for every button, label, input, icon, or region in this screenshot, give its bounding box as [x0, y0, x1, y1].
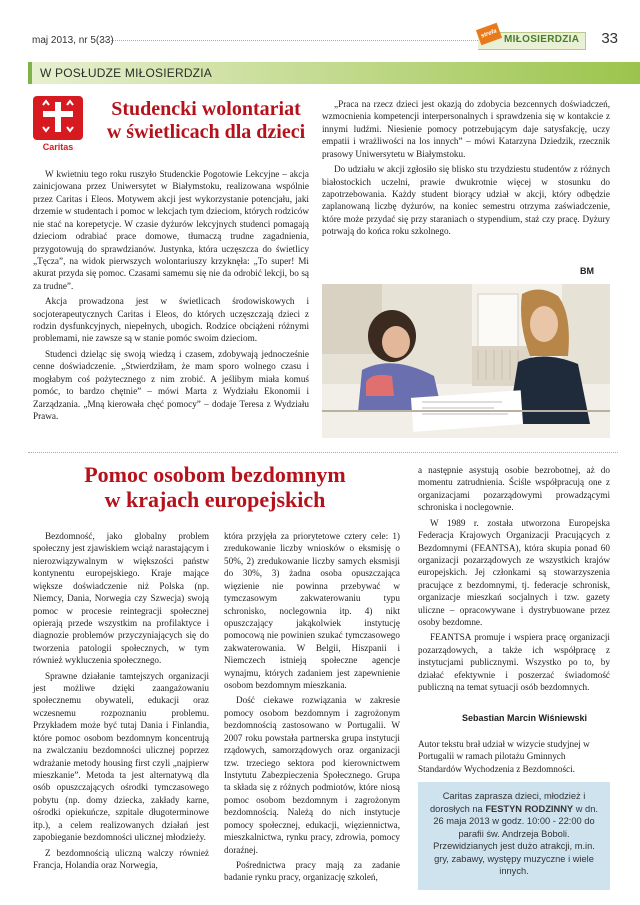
article2-col3-paragraph-3: FEANTSA promuje i wspiera pracę organizacji pozarządowych, a także ich współpracę z instytucjami publicznymi. Wszystko po to, by działać efektywnie i poszerzać świadomość publiczną na temat sytuacji osób bezdomnych. [418, 632, 610, 693]
magazine-section-badge [478, 28, 586, 50]
article2-col2-paragraph-2: Dość ciekawe rozwiązania w zakresie pomocy osobom bezdomnym i zagrożonym bezdomnością zastosowano w Portugalii. W 2007 roku powstała partnerska grupa instytucji rządowych, samorządowych oraz organizacji tzw. trzeciego sektora pod kierownictwem Instytutu Zabezpieczenia Społecznego. Grupa ta składa się z różnych podmiotów, które niosą pomoc osobom bezdomnym i zagrożonym bezdomnością. Należą do nich instytucje pomocy społecznej, edukacji, więziennictwa, mieszkalnictwa, rynku pracy, zdrowia, pomocy doraźnej. [224, 695, 400, 855]
article2-col3-paragraph-1: a następnie asystują osobie bezrobotnej, aż do momentu zatrudnienia. Ściśle współpracują one z organizacjami pozarządowymi prowadzącymi schroniska i noclegownie. [418, 465, 610, 513]
article1-paragraph-1: W kwietniu tego roku ruszyło Studenckie Pogotowie Lekcyjne – akcja zainicjowana przez Uniwersytet w Białymstoku, realizowana wspólnie przez Caritas i Eleos. Motywem akcji jest wykorzystanie potencjału, jaki drzemie w studentach i pomoc w lekcjach tym dzieciom, których rodziców nie stać na korepetycje. W czasie dyżurów lekcyjnych studenci pomagają dzieciom odrabiać prace domowe, tłumaczą trudne zagadnienia, przygotowują do sprawdzianów. Justynka, która uczęszcza do świetlicy „Tęcza”, na widok pierwszych wolontariuszy krzyknęła: „To super! Mi akurat przyda się pomoc. Czasami samemu się nie da odrobić lekcji, bo są za trudne”. [33, 169, 309, 291]
article2-title [40, 462, 390, 513]
article1-title-line2: w świetlicach dla dzieci [106, 121, 306, 143]
article1-signature: BM [580, 266, 594, 276]
article1-title-line1: Studencki wolontariat [111, 98, 301, 120]
section-title: W POSŁUDZE MIŁOSIERDZIA [40, 66, 212, 80]
article2-column-2 [224, 530, 400, 887]
author-note-text: Autor tekstu brał udział w wizycie studyjnej w Portugalii w ramach pilotażu Gminnych Standardów Wychodzenia z Bezdomności. [418, 739, 590, 774]
article1-quote-paragraph: „Praca na rzecz dzieci jest okazją do zdobycia bezcennych doświadczeń, wzmocnienia kompetencji interpersonalnych i sprawdzenia się w kontakcie z innymi ludźmi. Niesienie pomocy potrzebującym daje satysfakcję, uczy empatii i wrażliwości na los innych” – mówi Katarzyna Dziedzik, rzecznik prasowy Uniwersytetu w Białymstoku. [322, 99, 610, 159]
section-band [28, 62, 640, 84]
article1-left-column [33, 168, 309, 425]
article1-title [96, 98, 316, 144]
section-band-accent [28, 62, 32, 84]
article1-volunteers-paragraph: Do udziału w akcji zgłosiło się blisko stu trzydziestu studentów z różnych białostockich uczelni, prawie dwukrotnie więcej w stosunku do zapotrzebowania. Każdy student biorący udział w akcji, który odbędzie zaplanowaną liczbę dyżurów, na koniec semestru otrzyma zaświadczenie, które może przydać się przy staraniach o stypendium, staż czy pracę. Dyżury potrwają do końca roku szkolnego. [322, 164, 610, 237]
article2-col1-paragraph-1: Bezdomność, jako globalny problem społeczny jest zjawiskiem wciąż narastającym i nierozwiązywalnym w większości państw kontynentu europejskiego. Kraje mające większe doświadczenie niż Polska (np. Niemcy, Dania, Norwegia czy Szwecja) swoją pomoc w procesie reintegracji społecznej opierają przede wszystkim na profilaktyce i diagnozie problemów przyczyniających się do tworzenia patologii społecznych, w tym również wykluczenia społecznego. [33, 531, 209, 666]
infobox-text-1: Caritas zaprasza dzieci, młodzież i dorosłych na [430, 791, 586, 814]
article2-title-line1: Pomoc osobom bezdomnym [84, 462, 346, 487]
article2-col3-paragraph-2: W 1989 r. została utworzona Europejska Federacja Krajowych Organizacji Pracujących z Bezdomnymi (FEANTSA), która skupia ponad 60 organizacji pozarządowych ze wszystkich krajów europejskich. Jej członkami są stowarzyszenia pracujące z bezdomnymi, tj. federacje schronisk, organizacje mieszkań socjalnych i tzw. gazety uliczne – opracowywane i dystrybuowane przez osoby bezdomne. [418, 517, 610, 628]
article2-col2-paragraph-1: która przyjęła za priorytetowe cztery cele: 1) zredukowanie liczby wniosków o eksmisję o 50%, 2) zredukowanie liczby samych eksmisji do 30%, 3) żadna osoba opuszczająca więzienie nie powinna przebywać w tymczasowym zakwaterowaniu typu schronisko, noclegownia itp. 4) nikt opuszczający jakąkolwiek instytucję pomocową nie powinien szukać tymczasowego zakwaterowania. W Belgii, Hiszpanii i Niemczech istnieją społeczne agencje wynajmu, których zadaniem jest zapewnienie osobom bezdomnym mieszkania. [224, 531, 400, 691]
infobox-highlight: FESTYN RODZINNY [485, 803, 574, 814]
article1-photo [322, 284, 610, 438]
page-number: 33 [601, 30, 618, 47]
article2-column-3 [418, 464, 610, 697]
infobox-text-2: w dn. 26 maja 2013 w godz. 10:00 - 22:00 do parafii św. Andrzeja Boboli. Przewidzianych jest dużo atrakcji, m.in. gry, zabawy, występy muzyczne i wiele innych. [433, 803, 598, 877]
article2-col1-paragraph-3: Z bezdomnością uliczną walczy również Francja, Holandia oraz Norwegia, [33, 847, 209, 870]
article2-author-note [418, 738, 610, 778]
article1-paragraph-3: Studenci dzieląc się swoją wiedzą i czasem, zdobywają jednocześnie cenne doświadczenie. „Stwierdziłam, że mam sporo wolnego czasu i mogłabym coś pożytecznego z nim zrobić. A jeślibym miała komuś pomóc, to bardzo chętnie” – mówi Marta z Wydziału Ekonomii i Zarządzania. „Mną kierowała chęć pomocy” – dodaje Teresa z Wydziału Prawa. [33, 348, 309, 422]
caritas-logo-caption: Caritas [42, 142, 74, 152]
caritas-logo-mark [33, 96, 83, 140]
article1-paragraph-2: Akcja prowadzona jest w świetlicach środowiskowych i socjoterapeutycznych Caritas i Eleos, do których uczęszczają dzieci z rodzin dysfunkcyjnych, niepełnych, ubogich. Rodzice obciążeni różnymi problemami, nie zawsze są w stanie pomóc swoim dzieciom. [33, 296, 309, 344]
article2-column-1 [33, 530, 209, 874]
badge-strefa: strefa [476, 23, 502, 46]
article2-col2-paragraph-3: Pośrednictwa pracy mają za zadanie badanie rynku pracy, organizację szkoleń, [224, 859, 400, 883]
badge-label: MIŁOSIERDZIA [504, 34, 580, 45]
article2-signature: Sebastian Marcin Wiśniewski [462, 713, 587, 723]
article2-col1-paragraph-2: Sprawne działanie tamtejszych organizacji jest możliwe dzięki zaangażowaniu społecznemu obywateli, edukacji oraz wczesnemu rozpoznaniu problemu. Przykładem może być tutaj Dania i Finlandia, które pomoc osobom bezdomnym koncentrują na zwalczaniu bezdomności ulicznej poprzez wdrażanie metody housing first czyli „najpierw mieszkanie”. Metoda ta jest alternatywą dla osób opuszczających ośrodki tymczasowego pobytu (np. domy dziecka, zakłady karne, ośrodki opiekuńcze, szpitale długoterminowe itp.), a celem realizowanych działań jest zapobieganie bezdomności ulicznej młodzieży. [33, 670, 209, 843]
caritas-logo [33, 96, 83, 154]
article-divider [28, 452, 618, 453]
article2-title-line2: w krajach europejskich [104, 487, 326, 513]
festival-info-box [418, 782, 610, 890]
issue-label: maj 2013, nr 5(33) [32, 35, 114, 46]
article1-right-column [322, 98, 610, 241]
